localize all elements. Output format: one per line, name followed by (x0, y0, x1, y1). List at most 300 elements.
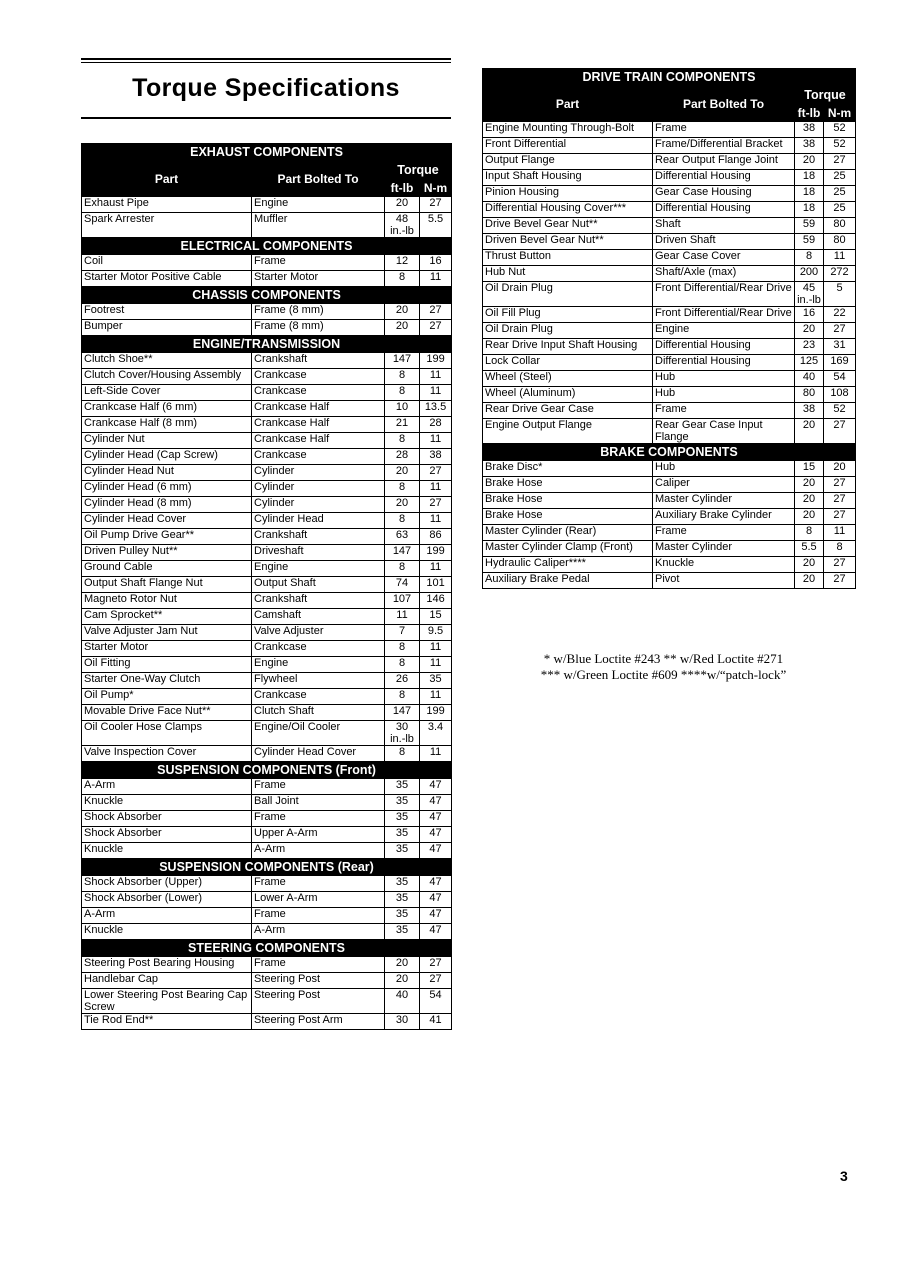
section-header-row (82, 762, 452, 779)
nm-cell: 11 (420, 369, 452, 385)
bolted-to-cell: Hub (653, 461, 795, 477)
ftlb-cell: 59 (795, 234, 824, 250)
part-cell: Spark Arrester (82, 213, 252, 238)
nm-cell: 25 (824, 170, 856, 186)
table-row (82, 673, 452, 689)
ftlb-cell: 8 (385, 369, 420, 385)
bolted-to-cell: Crankcase Half (252, 401, 385, 417)
ftlb-cell: 8 (385, 481, 420, 497)
ftlb-cell: 8 (795, 525, 824, 541)
bolted-to-cell: Master Cylinder (653, 493, 795, 509)
nm-cell: 27 (824, 493, 856, 509)
part-cell: A-Arm (82, 779, 252, 795)
ftlb-cell: 7 (385, 625, 420, 641)
table-row (483, 573, 856, 589)
ftlb-cell: 8 (385, 561, 420, 577)
table-row (82, 401, 452, 417)
section-title: CHASSIS COMPONENTS (82, 287, 452, 304)
table-row (82, 577, 452, 593)
bolted-to-cell: Frame (252, 876, 385, 892)
table-row (82, 593, 452, 609)
table-row (82, 641, 452, 657)
nm-cell: 27 (824, 477, 856, 493)
section-title: EXHAUST COMPONENTS (82, 144, 452, 161)
section-header-row (82, 336, 452, 353)
column-header-torque: Torque (795, 86, 856, 104)
ftlb-cell: 35 (385, 908, 420, 924)
part-cell: Brake Hose (483, 477, 653, 493)
bolted-to-cell: Front Differential/Rear Drive (653, 282, 795, 307)
section-header-row (82, 940, 452, 957)
column-header-ftlb: ft-lb (795, 104, 824, 122)
table-row (82, 657, 452, 673)
part-cell: Oil Pump* (82, 689, 252, 705)
bolted-to-cell: Auxiliary Brake Cylinder (653, 509, 795, 525)
ftlb-cell: 8 (385, 271, 420, 287)
bolted-to-cell: Engine (653, 323, 795, 339)
section-title: ELECTRICAL COMPONENTS (82, 238, 452, 255)
bolted-to-cell: Steering Post (252, 989, 385, 1014)
nm-cell: 169 (824, 355, 856, 371)
ftlb-cell: 35 (385, 876, 420, 892)
table-row (82, 304, 452, 320)
bolted-to-cell: A-Arm (252, 843, 385, 859)
nm-cell: 47 (420, 811, 452, 827)
part-cell: Rear Drive Gear Case (483, 403, 653, 419)
loctite-note-2: *** w/Green Loctite #609 ****w/“patch-lock” (540, 667, 787, 682)
nm-cell: 80 (824, 234, 856, 250)
nm-cell: 86 (420, 529, 452, 545)
part-cell: Bumper (82, 320, 252, 336)
bolted-to-cell: Cylinder (252, 465, 385, 481)
bolted-to-cell: Rear Gear Case Input Flange (653, 419, 795, 444)
table-row (82, 989, 452, 1014)
ftlb-cell: 21 (385, 417, 420, 433)
part-cell: Output Shaft Flange Nut (82, 577, 252, 593)
ftlb-cell: 35 (385, 779, 420, 795)
bolted-to-cell: Differential Housing (653, 355, 795, 371)
part-cell: Master Cylinder (Rear) (483, 525, 653, 541)
ftlb-cell: 8 (385, 433, 420, 449)
bolted-to-cell: Pivot (653, 573, 795, 589)
nm-cell: 80 (824, 218, 856, 234)
ftlb-cell: 74 (385, 577, 420, 593)
ftlb-cell: 40 (795, 371, 824, 387)
part-cell: A-Arm (82, 908, 252, 924)
part-cell: Cylinder Head (6 mm) (82, 481, 252, 497)
nm-cell: 27 (824, 419, 856, 444)
part-cell: Brake Hose (483, 493, 653, 509)
part-cell: Master Cylinder Clamp (Front) (483, 541, 653, 557)
nm-cell: 199 (420, 353, 452, 369)
table-row (483, 477, 856, 493)
table-row (483, 557, 856, 573)
ftlb-cell: 20 (385, 973, 420, 989)
nm-cell: 11 (420, 657, 452, 673)
nm-cell: 54 (824, 371, 856, 387)
title-top-rule (81, 58, 451, 60)
ftlb-cell: 35 (385, 827, 420, 843)
nm-cell: 199 (420, 545, 452, 561)
table-row (483, 509, 856, 525)
bolted-to-cell: Cylinder (252, 497, 385, 513)
nm-cell: 9.5 (420, 625, 452, 641)
nm-cell: 11 (420, 561, 452, 577)
part-cell: Knuckle (82, 843, 252, 859)
nm-cell: 28 (420, 417, 452, 433)
bolted-to-cell: Engine (252, 561, 385, 577)
table-row (483, 138, 856, 154)
section-title: STEERING COMPONENTS (82, 940, 452, 957)
part-cell: Drive Bevel Gear Nut** (483, 218, 653, 234)
part-cell: Exhaust Pipe (82, 197, 252, 213)
part-cell: Driven Pulley Nut** (82, 545, 252, 561)
nm-cell: 5.5 (420, 213, 452, 238)
table-row (82, 609, 452, 625)
bolted-to-cell: Flywheel (252, 673, 385, 689)
ftlb-cell: 20 (385, 465, 420, 481)
table-row (483, 371, 856, 387)
nm-cell: 101 (420, 577, 452, 593)
bolted-to-cell: Rear Output Flange Joint (653, 154, 795, 170)
ftlb-cell: 63 (385, 529, 420, 545)
nm-cell: 25 (824, 202, 856, 218)
ftlb-cell: 20 (795, 477, 824, 493)
table-row (82, 892, 452, 908)
bolted-to-cell: Upper A-Arm (252, 827, 385, 843)
nm-cell: 11 (420, 271, 452, 287)
column-header-bolted-to: Part Bolted To (252, 161, 385, 197)
section-header-row (483, 444, 856, 461)
table-row (82, 385, 452, 401)
part-cell: Oil Drain Plug (483, 323, 653, 339)
nm-cell: 199 (420, 705, 452, 721)
part-cell: Tie Rod End** (82, 1014, 252, 1030)
section-header-row (82, 287, 452, 304)
part-cell: Lower Steering Post Bearing Cap Screw (82, 989, 252, 1014)
column-header-part: Part (82, 161, 252, 197)
bolted-to-cell: Starter Motor (252, 271, 385, 287)
bolted-to-cell: Crankcase Half (252, 433, 385, 449)
nm-cell: 27 (824, 323, 856, 339)
bolted-to-cell: Cylinder Head (252, 513, 385, 529)
column-header-torque: Torque (385, 161, 452, 179)
table-row (82, 705, 452, 721)
table-row (82, 320, 452, 336)
ftlb-cell: 18 (795, 170, 824, 186)
part-cell: Thrust Button (483, 250, 653, 266)
nm-cell: 22 (824, 307, 856, 323)
part-cell: Cylinder Nut (82, 433, 252, 449)
bolted-to-cell: Engine/Oil Cooler (252, 721, 385, 746)
bolted-to-cell: Gear Case Housing (653, 186, 795, 202)
part-cell: Crankcase Half (6 mm) (82, 401, 252, 417)
bolted-to-cell: Cylinder (252, 481, 385, 497)
table-row (483, 387, 856, 403)
nm-cell: 5 (824, 282, 856, 307)
table-row (82, 1014, 452, 1030)
part-cell: Driven Bevel Gear Nut** (483, 234, 653, 250)
ftlb-cell: 35 (385, 892, 420, 908)
ftlb-cell: 12 (385, 255, 420, 271)
table-row (82, 721, 452, 746)
nm-cell: 27 (420, 465, 452, 481)
part-cell: Hub Nut (483, 266, 653, 282)
ftlb-cell: 8 (385, 746, 420, 762)
part-cell: Shock Absorber (Lower) (82, 892, 252, 908)
section-header-row (82, 144, 452, 161)
nm-cell: 27 (420, 304, 452, 320)
part-cell: Rear Drive Input Shaft Housing (483, 339, 653, 355)
part-cell: Ground Cable (82, 561, 252, 577)
ftlb-cell: 38 (795, 138, 824, 154)
table-row (82, 255, 452, 271)
table-row (82, 369, 452, 385)
bolted-to-cell: Frame (252, 255, 385, 271)
ftlb-cell: 8 (385, 513, 420, 529)
nm-cell: 47 (420, 876, 452, 892)
torque-table-right (482, 68, 856, 589)
ftlb-cell: 35 (385, 924, 420, 940)
section-title: SUSPENSION COMPONENTS (Front) (82, 762, 452, 779)
nm-cell: 11 (824, 525, 856, 541)
table-row (82, 876, 452, 892)
page-title: Torque Specifications (132, 74, 400, 102)
table-row (82, 908, 452, 924)
part-cell: Steering Post Bearing Housing (82, 957, 252, 973)
column-header-part: Part (483, 86, 653, 122)
table-row (82, 827, 452, 843)
section-title: BRAKE COMPONENTS (483, 444, 856, 461)
table-row (483, 339, 856, 355)
table-row (82, 779, 452, 795)
nm-cell: 27 (420, 497, 452, 513)
bolted-to-cell: Camshaft (252, 609, 385, 625)
ftlb-cell: 18 (795, 202, 824, 218)
part-cell: Shock Absorber (Upper) (82, 876, 252, 892)
part-cell: Engine Mounting Through-Bolt (483, 122, 653, 138)
bolted-to-cell: Crankshaft (252, 529, 385, 545)
nm-cell: 47 (420, 892, 452, 908)
part-cell: Oil Cooler Hose Clamps (82, 721, 252, 746)
ftlb-cell: 80 (795, 387, 824, 403)
bolted-to-cell: Frame (252, 957, 385, 973)
bolted-to-cell: Frame (8 mm) (252, 320, 385, 336)
nm-cell: 146 (420, 593, 452, 609)
bolted-to-cell: Cylinder Head Cover (252, 746, 385, 762)
torque-table-left (81, 143, 452, 1030)
ftlb-cell: 147 (385, 353, 420, 369)
part-cell: Shock Absorber (82, 811, 252, 827)
ftlb-cell: 23 (795, 339, 824, 355)
nm-cell: 27 (420, 320, 452, 336)
ftlb-cell: 20 (385, 304, 420, 320)
column-header-bolted-to: Part Bolted To (653, 86, 795, 122)
ftlb-cell: 8 (385, 385, 420, 401)
bolted-to-cell: Frame (252, 779, 385, 795)
section-title: SUSPENSION COMPONENTS (Rear) (82, 859, 452, 876)
nm-cell: 52 (824, 403, 856, 419)
part-cell: Brake Disc* (483, 461, 653, 477)
bolted-to-cell: Engine (252, 197, 385, 213)
table-row (82, 957, 452, 973)
nm-cell: 27 (420, 197, 452, 213)
table-row (483, 202, 856, 218)
ftlb-cell: 20 (385, 320, 420, 336)
ftlb-cell: 20 (795, 509, 824, 525)
table-row (82, 449, 452, 465)
bolted-to-cell: Hub (653, 371, 795, 387)
ftlb-cell: 16 (795, 307, 824, 323)
ftlb-cell: 28 (385, 449, 420, 465)
part-cell: Knuckle (82, 795, 252, 811)
nm-cell: 11 (420, 746, 452, 762)
part-cell: Clutch Cover/Housing Assembly (82, 369, 252, 385)
ftlb-cell: 20 (795, 419, 824, 444)
bolted-to-cell: Crankcase Half (252, 417, 385, 433)
table-row (82, 513, 452, 529)
bolted-to-cell: Driven Shaft (653, 234, 795, 250)
nm-cell: 47 (420, 908, 452, 924)
part-cell: Oil Drain Plug (483, 282, 653, 307)
bolted-to-cell: Shaft/Axle (max) (653, 266, 795, 282)
bolted-to-cell: Crankcase (252, 689, 385, 705)
part-cell: Left-Side Cover (82, 385, 252, 401)
column-header-ftlb: ft-lb (385, 179, 420, 197)
part-cell: Oil Fitting (82, 657, 252, 673)
bolted-to-cell: Hub (653, 387, 795, 403)
column-header-nm: N-m (420, 179, 452, 197)
bolted-to-cell: Engine (252, 657, 385, 673)
table-row (82, 417, 452, 433)
table-row (483, 154, 856, 170)
table-row (82, 433, 452, 449)
ftlb-cell: 147 (385, 705, 420, 721)
table-row (82, 924, 452, 940)
table-row (82, 689, 452, 705)
table-row (82, 561, 452, 577)
table-row (483, 307, 856, 323)
nm-cell: 11 (420, 385, 452, 401)
bolted-to-cell: Frame (653, 403, 795, 419)
ftlb-cell: 48 in.-lb (385, 213, 420, 238)
ftlb-cell: 26 (385, 673, 420, 689)
part-cell: Hydraulic Caliper**** (483, 557, 653, 573)
nm-cell: 11 (420, 689, 452, 705)
bolted-to-cell: Crankshaft (252, 353, 385, 369)
nm-cell: 27 (824, 573, 856, 589)
part-cell: Footrest (82, 304, 252, 320)
ftlb-cell: 8 (795, 250, 824, 266)
table-row (483, 218, 856, 234)
table-row (82, 843, 452, 859)
ftlb-cell: 30 (385, 1014, 420, 1030)
ftlb-cell: 20 (795, 493, 824, 509)
table-row (483, 493, 856, 509)
bolted-to-cell: Frame (653, 122, 795, 138)
nm-cell: 272 (824, 266, 856, 282)
nm-cell: 52 (824, 122, 856, 138)
part-cell: Shock Absorber (82, 827, 252, 843)
nm-cell: 108 (824, 387, 856, 403)
part-cell: Cylinder Head Cover (82, 513, 252, 529)
part-cell: Coil (82, 255, 252, 271)
nm-cell: 11 (420, 433, 452, 449)
table-row (82, 481, 452, 497)
bolted-to-cell: Frame (252, 908, 385, 924)
nm-cell: 3.4 (420, 721, 452, 746)
ftlb-cell: 11 (385, 609, 420, 625)
nm-cell: 11 (420, 641, 452, 657)
section-title: DRIVE TRAIN COMPONENTS (483, 69, 856, 86)
bolted-to-cell: Master Cylinder (653, 541, 795, 557)
table-row (82, 497, 452, 513)
ftlb-cell: 8 (385, 689, 420, 705)
nm-cell: 13.5 (420, 401, 452, 417)
bolted-to-cell: Muffler (252, 213, 385, 238)
bolted-to-cell: Lower A-Arm (252, 892, 385, 908)
bolted-to-cell: Shaft (653, 218, 795, 234)
bolted-to-cell: Ball Joint (252, 795, 385, 811)
part-cell: Cam Sprocket** (82, 609, 252, 625)
table-row (82, 811, 452, 827)
part-cell: Front Differential (483, 138, 653, 154)
part-cell: Auxiliary Brake Pedal (483, 573, 653, 589)
part-cell: Cylinder Head Nut (82, 465, 252, 481)
bolted-to-cell: Gear Case Cover (653, 250, 795, 266)
ftlb-cell: 20 (795, 557, 824, 573)
nm-cell: 52 (824, 138, 856, 154)
column-header-nm: N-m (824, 104, 856, 122)
bolted-to-cell: Crankcase (252, 369, 385, 385)
table-row (82, 625, 452, 641)
ftlb-cell: 40 (385, 989, 420, 1014)
nm-cell: 8 (824, 541, 856, 557)
nm-cell: 27 (420, 973, 452, 989)
ftlb-cell: 5.5 (795, 541, 824, 557)
nm-cell: 47 (420, 827, 452, 843)
nm-cell: 47 (420, 795, 452, 811)
table-row (483, 323, 856, 339)
nm-cell: 31 (824, 339, 856, 355)
ftlb-cell: 8 (385, 657, 420, 673)
title-bottom-rule (81, 117, 451, 119)
ftlb-cell: 10 (385, 401, 420, 417)
section-header-row (82, 238, 452, 255)
part-cell: Cylinder Head (Cap Screw) (82, 449, 252, 465)
part-cell: Clutch Shoe** (82, 353, 252, 369)
nm-cell: 11 (420, 481, 452, 497)
column-header-row (483, 86, 856, 104)
ftlb-cell: 20 (385, 957, 420, 973)
ftlb-cell: 20 (795, 154, 824, 170)
nm-cell: 27 (420, 957, 452, 973)
bolted-to-cell: Steering Post Arm (252, 1014, 385, 1030)
table-row (483, 355, 856, 371)
nm-cell: 27 (824, 509, 856, 525)
table-row (483, 170, 856, 186)
part-cell: Lock Collar (483, 355, 653, 371)
bolted-to-cell: Crankshaft (252, 593, 385, 609)
nm-cell: 11 (824, 250, 856, 266)
section-title: ENGINE/TRANSMISSION (82, 336, 452, 353)
part-cell: Brake Hose (483, 509, 653, 525)
table-row (483, 250, 856, 266)
table-row (483, 186, 856, 202)
nm-cell: 11 (420, 513, 452, 529)
table-row (483, 419, 856, 444)
section-header-row (483, 69, 856, 86)
